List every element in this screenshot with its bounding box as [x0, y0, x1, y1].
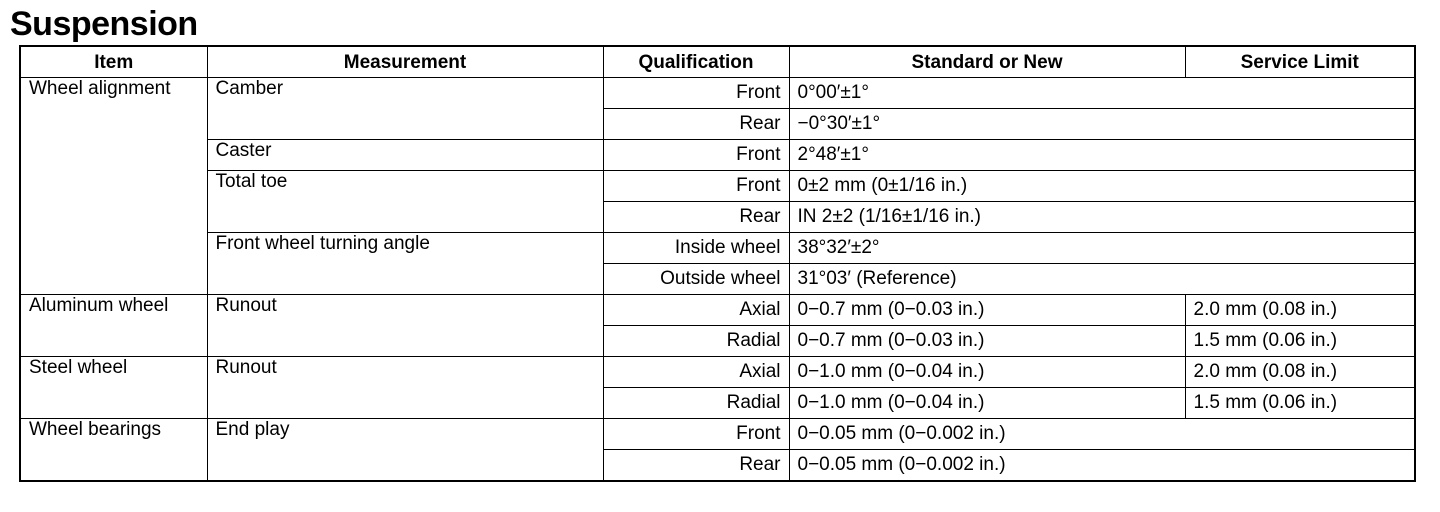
- qualification-cell: Rear: [603, 202, 789, 233]
- qualification-cell: Front: [603, 140, 789, 171]
- header-item: Item: [20, 46, 207, 78]
- table-row: [20, 140, 1415, 171]
- standard-value-cell: IN 2±2 (1/16±1/16 in.): [789, 202, 1415, 233]
- item-cell: Wheel bearings: [20, 419, 207, 482]
- header-service-limit: Service Limit: [1185, 46, 1415, 78]
- table-row: [20, 357, 1415, 388]
- measurement-cell: Caster: [207, 140, 603, 171]
- qualification-cell: Rear: [603, 450, 789, 482]
- suspension-spec-table: [19, 45, 1416, 482]
- standard-value-cell: 0−1.0 mm (0−0.04 in.): [789, 357, 1185, 388]
- standard-value-cell: 0±2 mm (0±1/16 in.): [789, 171, 1415, 202]
- service-limit-cell: 1.5 mm (0.06 in.): [1185, 388, 1415, 419]
- measurement-cell: End play: [207, 419, 603, 482]
- item-cell: Aluminum wheel: [20, 295, 207, 357]
- qualification-cell: Outside wheel: [603, 264, 789, 295]
- qualification-cell: Front: [603, 78, 789, 109]
- measurement-cell: Total toe: [207, 171, 603, 233]
- measurement-cell: Runout: [207, 357, 603, 419]
- qualification-cell: Axial: [603, 295, 789, 326]
- standard-value-cell: 0−1.0 mm (0−0.04 in.): [789, 388, 1185, 419]
- service-limit-cell: 1.5 mm (0.06 in.): [1185, 326, 1415, 357]
- standard-value-cell: 38°32′±2°: [789, 233, 1415, 264]
- header-qualification: Qualification: [603, 46, 789, 78]
- standard-value-cell: 0−0.7 mm (0−0.03 in.): [789, 326, 1185, 357]
- table-row: [20, 171, 1415, 202]
- standard-value-cell: 0−0.7 mm (0−0.03 in.): [789, 295, 1185, 326]
- measurement-cell: Camber: [207, 78, 603, 140]
- standard-value-cell: −0°30′±1°: [789, 109, 1415, 140]
- qualification-cell: Axial: [603, 357, 789, 388]
- standard-value-cell: 0−0.05 mm (0−0.002 in.): [789, 450, 1415, 482]
- table-row: [20, 419, 1415, 450]
- page-title: Suspension: [10, 5, 198, 43]
- standard-value-cell: 31°03′ (Reference): [789, 264, 1415, 295]
- qualification-cell: Front: [603, 419, 789, 450]
- qualification-cell: Front: [603, 171, 789, 202]
- qualification-cell: Inside wheel: [603, 233, 789, 264]
- standard-value-cell: 0−0.05 mm (0−0.002 in.): [789, 419, 1415, 450]
- qualification-cell: Radial: [603, 326, 789, 357]
- service-limit-cell: 2.0 mm (0.08 in.): [1185, 295, 1415, 326]
- standard-value-cell: 0°00′±1°: [789, 78, 1415, 109]
- service-limit-cell: 2.0 mm (0.08 in.): [1185, 357, 1415, 388]
- item-cell: Steel wheel: [20, 357, 207, 419]
- table-row: [20, 233, 1415, 264]
- qualification-cell: Rear: [603, 109, 789, 140]
- header-measurement: Measurement: [207, 46, 603, 78]
- qualification-cell: Radial: [603, 388, 789, 419]
- table-row: [20, 78, 1415, 109]
- measurement-cell: Runout: [207, 295, 603, 357]
- table-row: [20, 295, 1415, 326]
- item-cell: Wheel alignment: [20, 78, 207, 295]
- header-standard: Standard or New: [789, 46, 1185, 78]
- header-row: [20, 46, 1415, 78]
- measurement-cell: Front wheel turning angle: [207, 233, 603, 295]
- table-body: [20, 78, 1415, 482]
- standard-value-cell: 2°48′±1°: [789, 140, 1415, 171]
